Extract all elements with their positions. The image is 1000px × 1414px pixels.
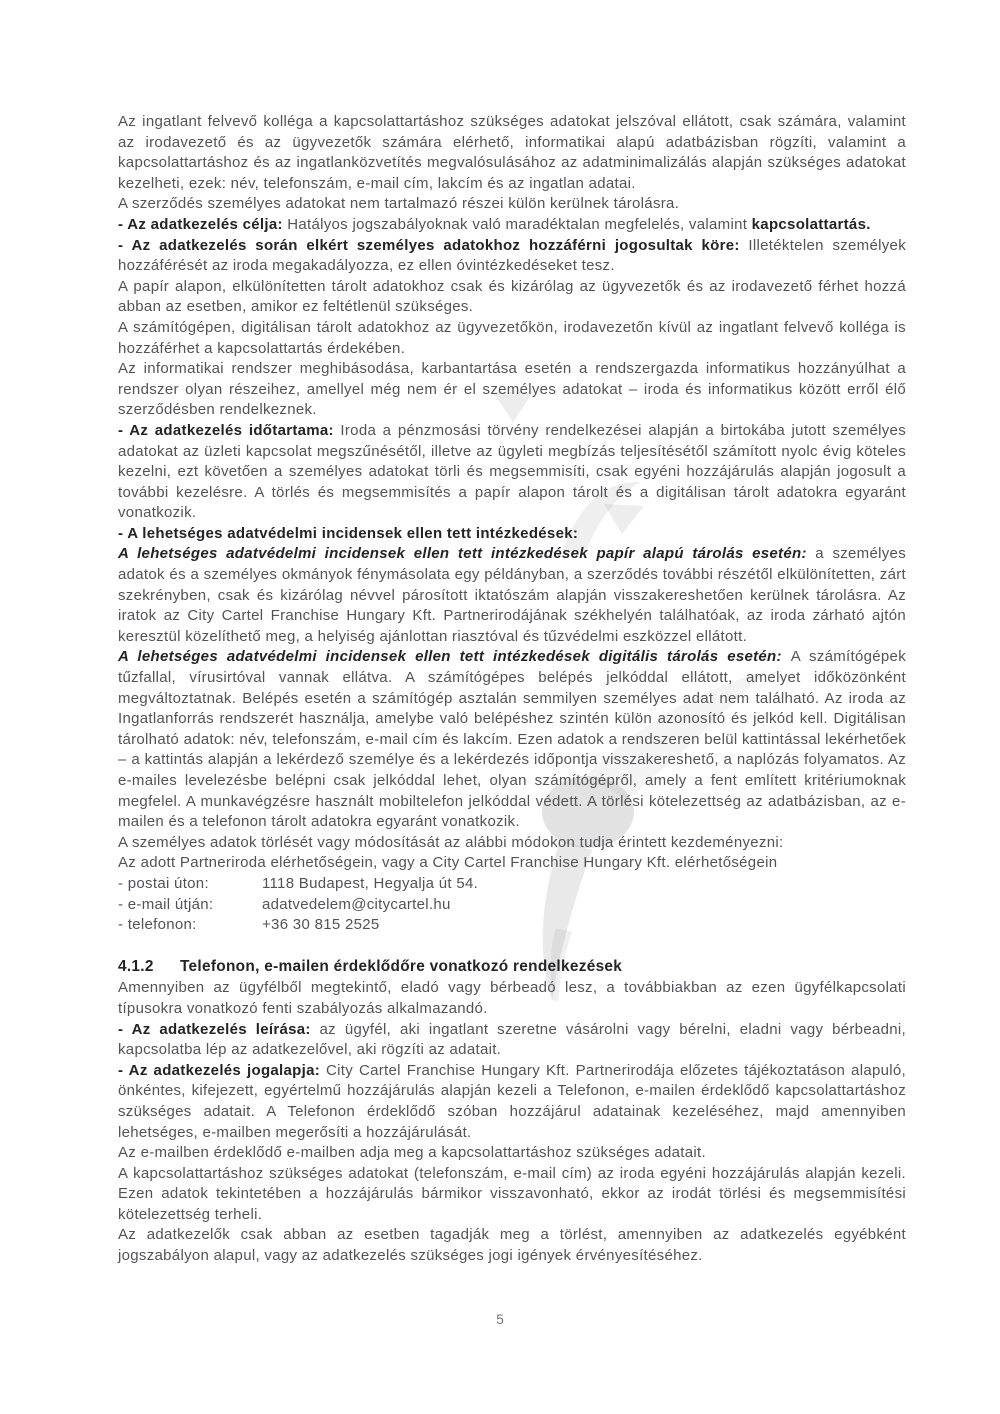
term-label: - Az adatkezelés leírása: bbox=[118, 1020, 320, 1038]
term-label: A lehetséges adatvédelmi incidensek ellen tett intézkedések papír alapú tárolás esetén: bbox=[118, 545, 816, 563]
paragraph bbox=[118, 359, 906, 421]
phone-number: +36 30 815 2525 bbox=[262, 916, 380, 934]
term-label: - A lehetséges adatvédelmi incidensek ellen tett intézkedések: bbox=[118, 524, 579, 542]
page-number: 5 bbox=[496, 1312, 504, 1327]
paragraph bbox=[118, 1164, 906, 1226]
postal-address: 1118 Budapest, Hegyalja út 54. bbox=[262, 874, 479, 892]
paragraph bbox=[118, 112, 906, 194]
term-label: - Az adatkezelés jogalapja: bbox=[118, 1061, 326, 1079]
body-text: a személyes adatok és a személyes okmányok fénymásolata egy példányban, a szerződés további részétől elkülönítetten, zárt szekrényben, csak és kizárólag névvel párosított iktatószám alapján visszakereshetően kerülnek tárolásra. Az iratok az City Cartel Franchise Hungary Kft. Partnerirodájának székhelyén találhatóak, az iroda zárható ajtón keresztül közelíthető meg, a helyiség ajánlottan riasztóval és tűzvédelmi eszközzel ellátott. bbox=[118, 545, 906, 645]
contact-row bbox=[118, 915, 906, 936]
term-label: - Az adatkezelés célja: bbox=[118, 215, 288, 233]
body-text: Illetéktelen személyek hozzáférését az iroda megakadályozza, ez ellen óvintézkedéseket tesz. bbox=[118, 236, 906, 275]
body-text: Iroda a pénzmosási törvény rendelkezései alapján a birtokába jutott személyes adatokat az üzleti kapcsolat megszűnésétől, illetve az ügyleti megbízás teljesítésétől számított nyolc évig köteles kezelni, ezt követően a személyes adatokat törli és megsemmisíti, csak egyéni hozzájárulás alapján jogosult a további kezelésre. A törlés és megsemmisítés a papír alapon tárolt és a digitálisan tárolt adatokra egyaránt vonatkozik. bbox=[118, 421, 906, 522]
body-text: Az e-mailben érdeklődő e-mailben adja meg a kapcsolattartáshoz szükséges adatait. bbox=[118, 1144, 706, 1162]
body-text: Hatályos jogszabályoknak való maradéktalan megfelelés, valamint bbox=[287, 215, 752, 233]
body-text: Az adott Partneriroda elérhetőségein, vagy a City Cartel Franchise Hungary Kft. elérhetőségein bbox=[118, 854, 778, 872]
contact-row bbox=[118, 874, 906, 895]
body-text: A szerződés személyes adatokat nem tartalmazó részei külön kerülnek tárolásra. bbox=[118, 195, 680, 213]
section-number: 4.1.2 bbox=[118, 957, 154, 975]
body-text: A számítógépek tűzfallal, vírusirtóval vannak ellátva. A számítógépes belépés jelkóddal ellátott, amelyet időközönként megváltoztatnak. Belépés esetén a számítógép asztalán semmilyen személyes adat nem található. Az iroda az Ingatlanforrás rendszerét használja, amelybe való belépéshez szintén külön azonosító és jelkód kell. Digitálisan tárolható adatok: név, telefonszám, e-mail cím és lakcím. Ezen adatok a rendszeren belül kattintással lekérhetőek – a kattintás alapján a lekérdező személye és a lekérdezés időpontja visszakereshető, a naplózás folyamatos. Az e-mailes levelezésbe belépni csak jelkóddal lehet, olyan számítógépről, amely a fent említett kritériumoknak megfelel. A munkavégzésre használt mobiltelefon jelkóddal védett. A törlési kötelezettség az adatbázisban, az e-mailen és a telefonon tárolt adatokra egyaránt vonatkozik. bbox=[118, 648, 907, 831]
contact-method-label: - telefonon: bbox=[118, 916, 197, 934]
body-text: az ügyfél, aki ingatlant szeretne vásárolni vagy bérelni, eladni vagy bérbeadni, kapcsolatba lép az adatkezelővel, aki rögzíti az adatait. bbox=[118, 1020, 906, 1059]
paragraph bbox=[118, 544, 906, 647]
body-text: A személyes adatok törlését vagy módosítását az alábbi módokon tudja érintett kezdeményezni: bbox=[118, 833, 784, 851]
paragraph bbox=[118, 277, 906, 318]
body-text: Amennyiben az ügyfélből megtekintő, eladó vagy bérbeadó lesz, a továbbiakban az ezen ügyfélkapcsolati típusokra vonatkozó fenti szabályozás alkalmazandó. bbox=[118, 979, 906, 1017]
term-label: - Az adatkezelés során elkért személyes adatokhoz hozzáférni jogosultak köre: bbox=[118, 236, 749, 254]
term-label: - Az adatkezelés időtartama: bbox=[118, 421, 341, 439]
body-text: City Cartel Franchise Hungary Kft. Partnerirodája előzetes tájékoztatáson alapuló, önkéntes, kifejezett, egyértelmű hozzájárulás alapján kezeli a Telefonon, e-mailen érdeklődő kapcsolattartáshoz szükséges adatait. A Telefonon érdeklődő szóban hozzájárul adatainak kezeléséhez, majd amennyiben lehetséges, e-mailben megerősíti a hozzájárulását. bbox=[118, 1061, 906, 1141]
email-address: adatvedelem@citycartel.hu bbox=[262, 895, 451, 913]
paragraph bbox=[118, 524, 906, 545]
paragraph bbox=[118, 647, 906, 832]
section-heading bbox=[118, 957, 906, 978]
paragraph bbox=[118, 215, 906, 236]
contact-row bbox=[118, 895, 906, 916]
paragraph bbox=[118, 1020, 906, 1061]
body-text: A számítógépen, digitálisan tárolt adatokhoz az ügyvezetőkön, irodavezetőn kívül az ingatlant felvevő kolléga is hozzáférhet a kapcsolattartás érdekében. bbox=[118, 318, 906, 357]
paragraph bbox=[118, 1225, 906, 1266]
paragraph bbox=[118, 1143, 906, 1164]
paragraph bbox=[118, 194, 906, 215]
body-text: A papír alapon, elkülönítetten tárolt adatokhoz csak és kizárólag az ügyvezetők és az irodavezető férhet hozzá abban az esetben, amikor ez feltétlenül szükséges. bbox=[118, 277, 906, 316]
section-title: Telefonon, e-mailen érdeklődőre vonatkozó rendelkezések bbox=[180, 957, 623, 975]
paragraph bbox=[118, 421, 906, 524]
contact-method-label: - postai úton: bbox=[118, 874, 209, 892]
paragraph bbox=[118, 236, 906, 277]
paragraph bbox=[118, 978, 906, 1019]
term-label: A lehetséges adatvédelmi incidensek ellen tett intézkedések digitális tárolás esetén: bbox=[118, 648, 791, 666]
emphasis-text: kapcsolattartás. bbox=[751, 215, 871, 233]
contact-method-label: - e-mail útján: bbox=[118, 895, 214, 913]
body-text: Az adatkezelők csak abban az esetben tagadják meg a törlést, amennyiben az adatkezelés egyébként jogszabályon alapul, vagy az adatkezelés szükséges jogi igények érvényesítéséhez. bbox=[118, 1226, 906, 1265]
body-text: Az informatikai rendszer meghibásodása, karbantartása esetén a rendszergazda informatikus hozzányúlhat a rendszer olyan részeihez, amellyel még nem ér el személyes adatokat – iroda és informatikus között erről élő szerződésben rendelkeznek. bbox=[118, 360, 906, 419]
paragraph bbox=[118, 853, 906, 874]
document-body bbox=[118, 112, 906, 1267]
body-text: Az ingatlant felvevő kolléga a kapcsolattartáshoz szükséges adatokat jelszóval ellátott, csak számára, valamint az irodavezető és az ügyvezetők számára elérhető, informatikai alapú adatbázisban rögzíti, valamint a kapcsolattartáshoz és az ingatlanközvetítés megvalósulásához az adatminimalizálás alapján szükséges adatokat kezelheti, ezek: név, telefonszám, e-mail cím, lakcím és az ingatlan adatai. bbox=[118, 113, 906, 192]
paragraph bbox=[118, 1061, 906, 1143]
body-text: A kapcsolattartáshoz szükséges adatokat (telefonszám, e-mail cím) az iroda egyéni hozzájárulás alapján kezeli. Ezen adatok tekintetében a hozzájárulás bármikor visszavonható, ekkor az irodát törlési és megsemmisítési kötelezettség terheli. bbox=[118, 1164, 906, 1223]
paragraph bbox=[118, 833, 906, 854]
paragraph bbox=[118, 318, 906, 359]
